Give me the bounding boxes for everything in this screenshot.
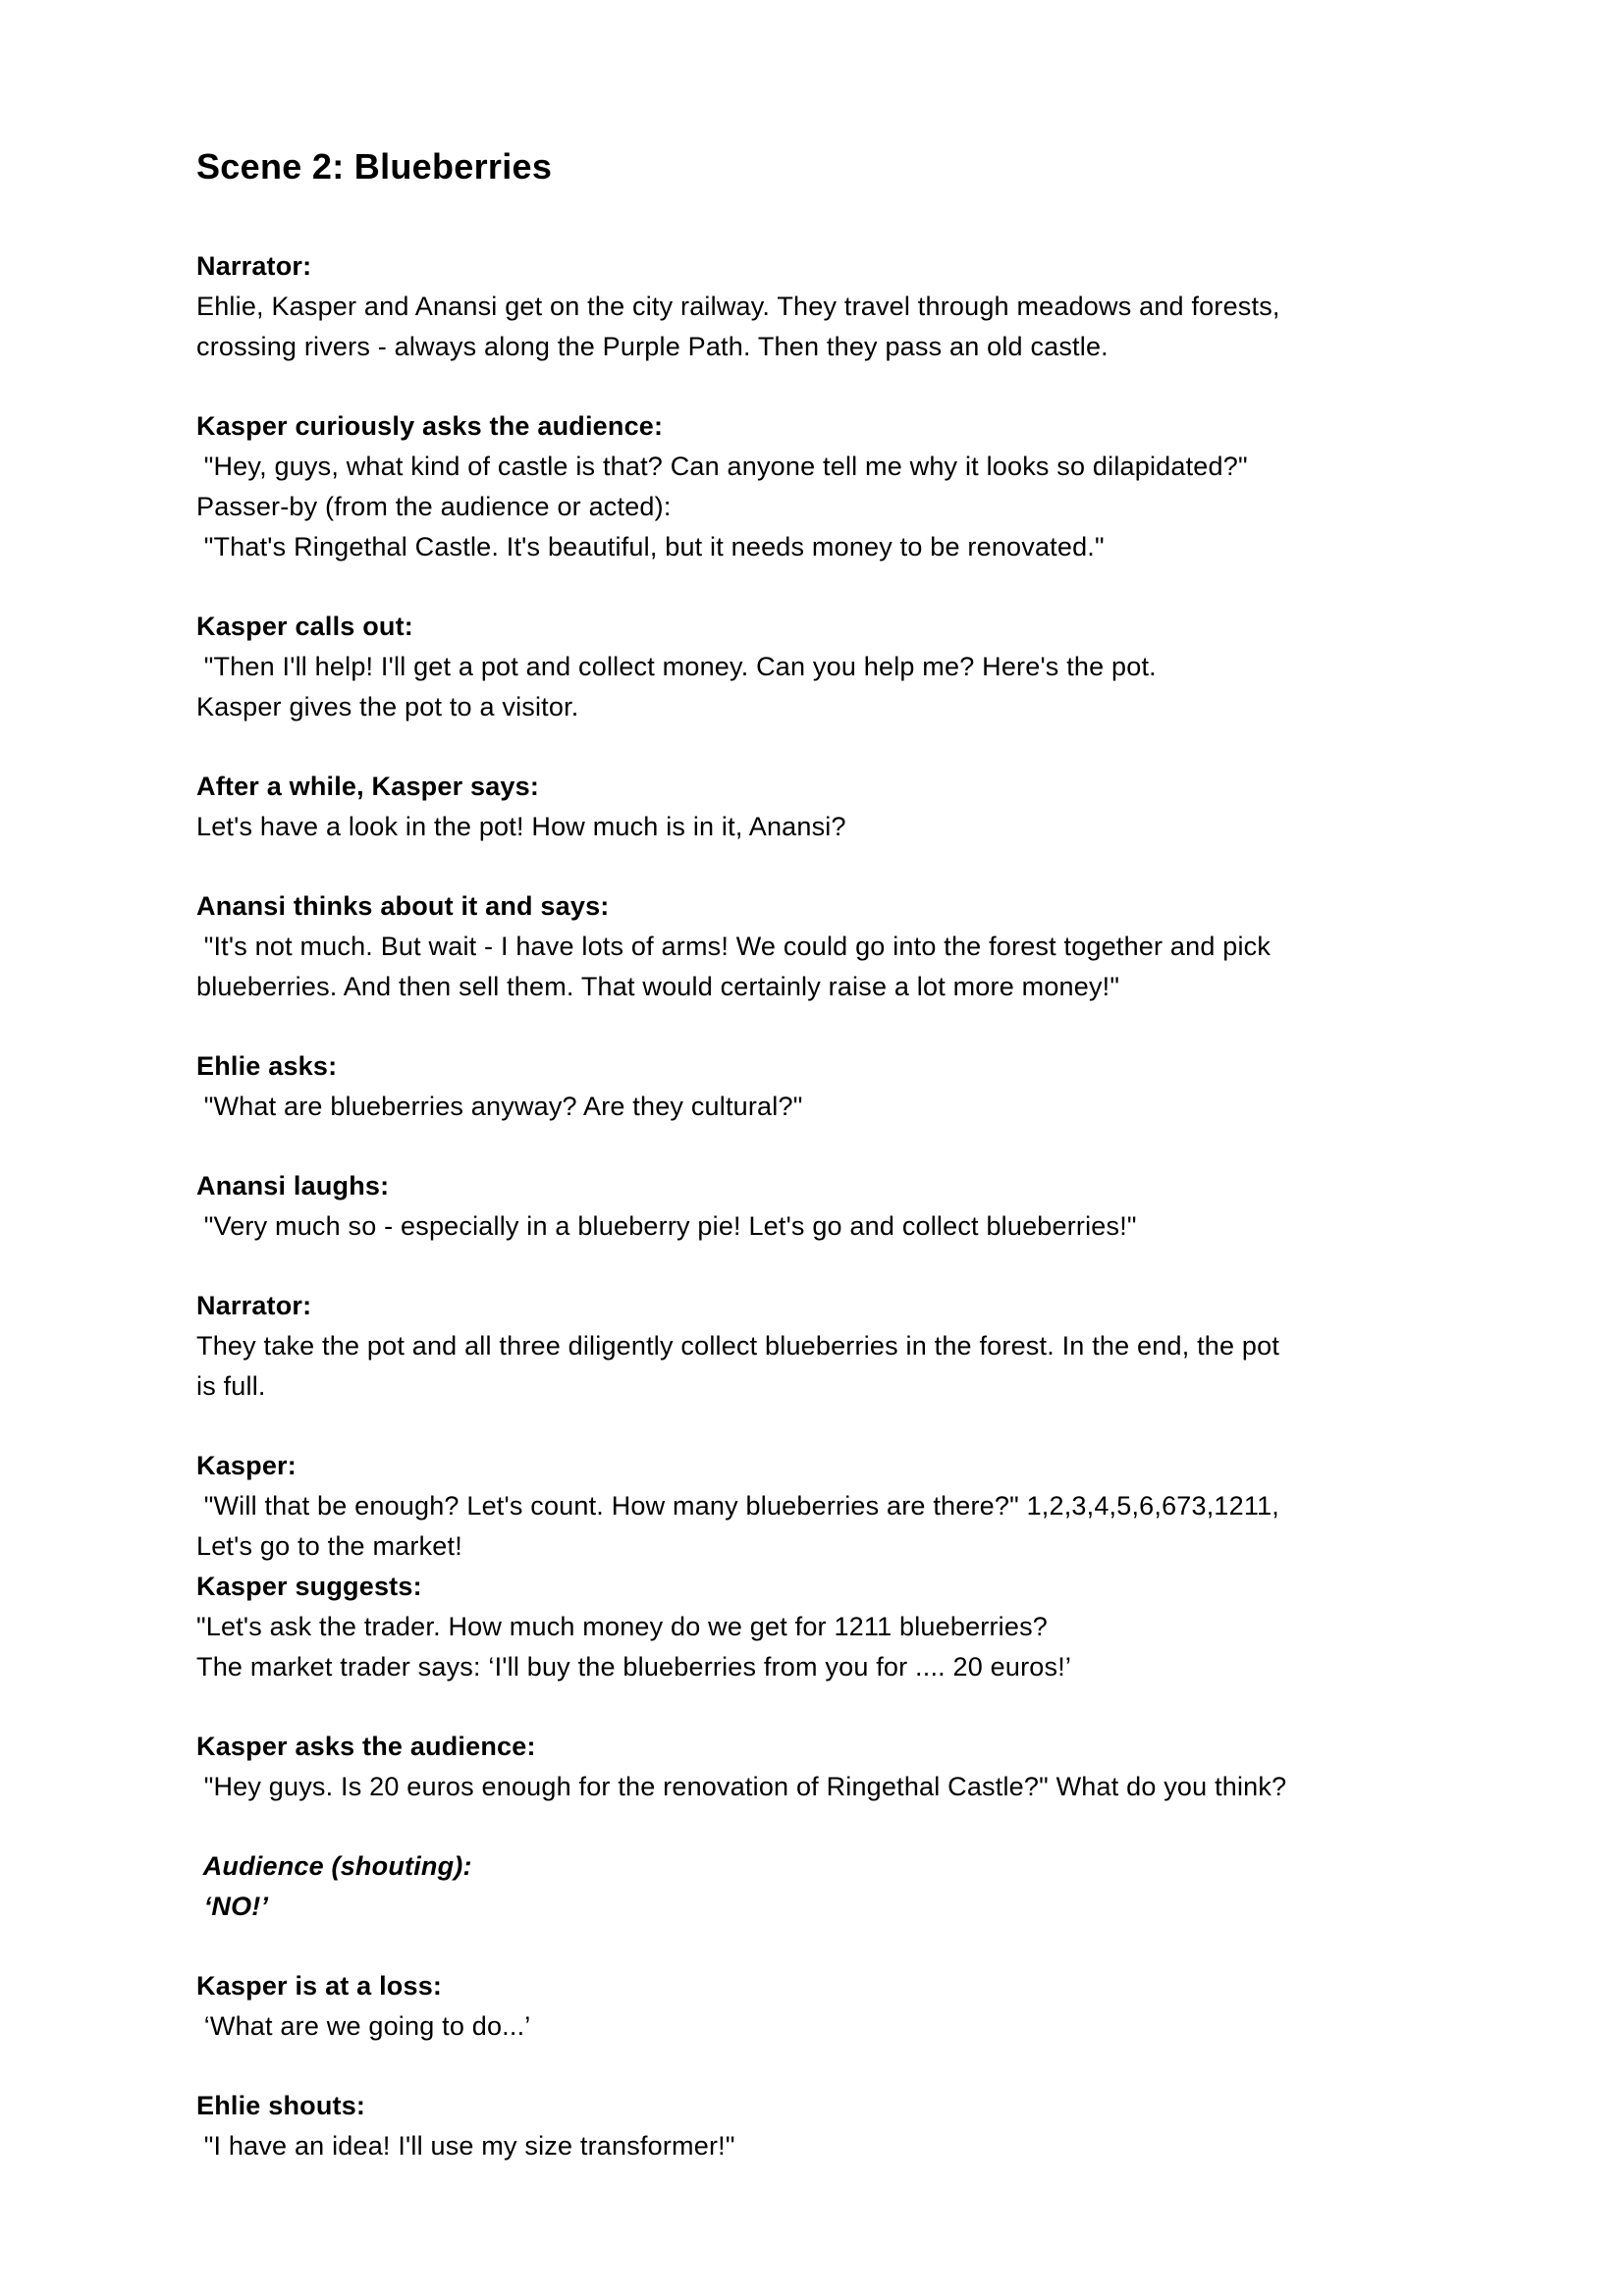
- speaker-heading: Anansi thinks about it and says:: [196, 891, 610, 921]
- script-line: blueberries. And then sell them. That would certainly raise a lot more money!": [196, 972, 1120, 1001]
- script-line: "I have an idea! I'll use my size transformer!": [196, 2131, 735, 2161]
- script-block: [196, 1966, 1492, 2047]
- script-block: [196, 1846, 1492, 1927]
- script-line: Let's have a look in the pot! How much is in it, Anansi?: [196, 812, 846, 841]
- script-block: [196, 2086, 1492, 2166]
- speaker-heading: After a while, Kasper says:: [196, 772, 540, 801]
- script-line: "That's Ringethal Castle. It's beautiful, but it needs money to be renovated.": [196, 532, 1105, 561]
- stage-direction-line: ‘NO!’: [196, 1892, 269, 1921]
- script-line: "Hey guys. Is 20 euros enough for the renovation of Ringethal Castle?" What do you think?: [196, 1772, 1287, 1801]
- script-line: "Then I'll help! I'll get a pot and collect money. Can you help me? Here's the pot.: [196, 652, 1157, 681]
- script-block: [196, 1446, 1492, 1687]
- speaker-heading: Kasper:: [196, 1451, 297, 1480]
- script-block: [196, 246, 1492, 367]
- speaker-heading: Anansi laughs:: [196, 1171, 390, 1201]
- script-block: [196, 1166, 1492, 1247]
- speaker-heading: Kasper suggests:: [196, 1572, 422, 1601]
- speaker-heading: Kasper is at a loss:: [196, 1971, 443, 2001]
- script-line: "What are blueberries anyway? Are they cultural?": [196, 1092, 803, 1121]
- script-line: The market trader says: ‘I'll buy the blueberries from you for .... 20 euros!’: [196, 1652, 1072, 1682]
- script-line: Let's go to the market!: [196, 1531, 462, 1561]
- speaker-heading: Narrator:: [196, 1291, 312, 1320]
- script-block: [196, 886, 1492, 1007]
- speaker-heading: Ehlie asks:: [196, 1051, 338, 1081]
- speaker-heading: Kasper curiously asks the audience:: [196, 411, 664, 441]
- script-block: [196, 1046, 1492, 1127]
- page-title: Scene 2: Blueberries: [196, 146, 553, 187]
- script-line: "Let's ask the trader. How much money do we get for 1211 blueberries?: [196, 1612, 1049, 1641]
- script-body: [196, 246, 1492, 2166]
- script-line: Ehlie, Kasper and Anansi get on the city railway. They travel through meadows and forests,: [196, 292, 1280, 321]
- script-block: [196, 406, 1492, 567]
- script-line: They take the pot and all three diligently collect blueberries in the forest. In the end, the pot: [196, 1331, 1280, 1361]
- script-line: ‘What are we going to do...’: [196, 2011, 531, 2041]
- speaker-heading: Kasper calls out:: [196, 612, 413, 641]
- script-line: Kasper gives the pot to a visitor.: [196, 692, 579, 721]
- script-line: Passer-by (from the audience or acted):: [196, 492, 672, 521]
- script-line: "It's not much. But wait - I have lots of arms! We could go into the forest together and pick: [196, 932, 1271, 961]
- speaker-heading: Kasper asks the audience:: [196, 1732, 536, 1761]
- stage-direction-line: Audience (shouting):: [196, 1851, 472, 1881]
- script-block: [196, 1727, 1492, 1807]
- script-block: [196, 1286, 1492, 1407]
- script-block: [196, 607, 1492, 727]
- script-block: [196, 767, 1492, 847]
- speaker-heading: Narrator:: [196, 251, 312, 281]
- script-line: is full.: [196, 1371, 266, 1401]
- script-line: "Hey, guys, what kind of castle is that? Can anyone tell me why it looks so dilapidated?": [196, 452, 1248, 481]
- script-line: "Will that be enough? Let's count. How many blueberries are there?" 1,2,3,4,5,6,673,1211,: [196, 1491, 1279, 1521]
- script-line: crossing rivers - always along the Purple Path. Then they pass an old castle.: [196, 332, 1109, 361]
- script-content: [196, 144, 1492, 2206]
- speaker-heading: Ehlie shouts:: [196, 2091, 366, 2120]
- script-line: "Very much so - especially in a blueberry pie! Let's go and collect blueberries!": [196, 1211, 1137, 1241]
